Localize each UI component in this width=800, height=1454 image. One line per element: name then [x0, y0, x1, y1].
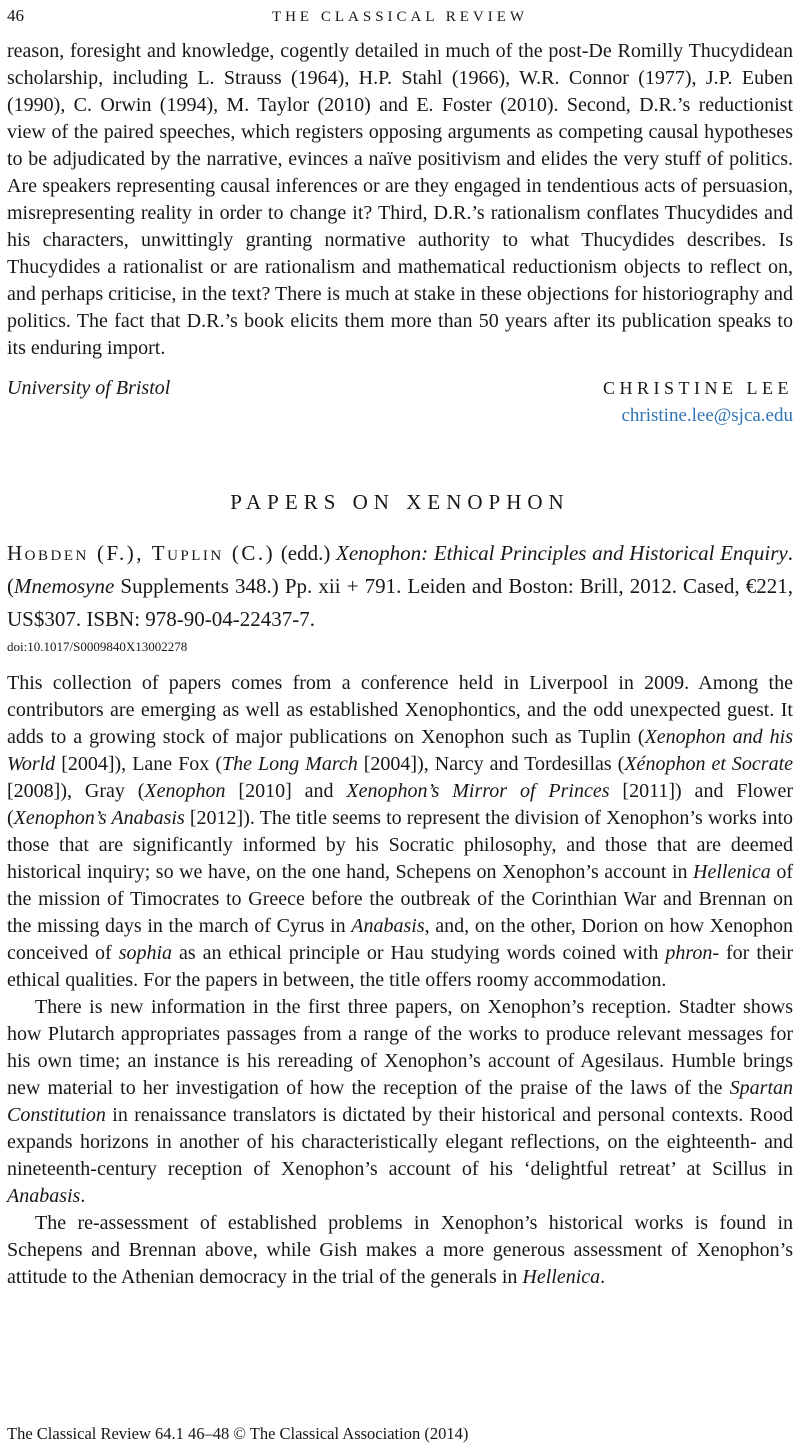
text-run: [2004]), Lane Fox (	[55, 753, 222, 775]
running-head	[7, 6, 793, 26]
text-run: [2011]) and Flower (	[7, 780, 793, 829]
reviewer-email-link[interactable]: christine.lee@sjca.edu	[621, 405, 793, 426]
smallcaps-run: Hobden (F.), Tuplin (C.)	[7, 541, 276, 565]
italic-run: The Long March	[222, 753, 358, 775]
bibliographic-entry	[7, 537, 793, 636]
italic-run: Xénophon et Socrate	[624, 753, 794, 775]
italic-run: Xenophon’s Anabasis	[13, 807, 185, 829]
italic-run: Anabasis	[351, 915, 425, 937]
italic-run: sophia	[118, 942, 173, 964]
text-run: for their ethical qualities. For the papers in between, the title offers roomy accommodation.	[7, 942, 793, 991]
review-closing-paragraph: reason, foresight and knowledge, cogently detailed in much of the post-De Romilly Thucydidean scholarship, including L. Strauss (1964), H.P. Stahl (1966), W.R. Connor (1977), J.P. Euben (1990), C. Orwin (1994), M. Taylor (2010) and E. Foster (2010). Second, D.R.’s reductionist view of the paired speeches, which registers opposing arguments as competing causal hypotheses to be adjudicated by the narrative, evinces a naïve positivism and elides the very stuff of politics. Are speakers representing causal inferences or are they engaged in tendentious acts of persuasion, misrepresenting reality in order to change it? Third, D.R.’s rationalism conflates Thucydides and his characters, unwittingly granting normative authority to what Thucydides describes. Is Thucydides a rationalist or are rationalism and mathematical reductionism objects to reflect on, and perhaps criticise, in the text? There is much at stake in these objections for historiography and politics. The fact that D.R.’s book elicits them more than 50 years after its publication speaks to its enduring import.	[7, 40, 793, 359]
article-title: PAPERS ON XENOPHON	[230, 490, 570, 514]
text-run: [2010] and	[225, 780, 347, 802]
page-number: 46	[7, 6, 24, 25]
text-run: , and, on the other, Dorion on how Xenophon conceived of	[7, 915, 793, 964]
italic-run: phron-	[665, 942, 720, 964]
article-paragraph-1	[7, 670, 793, 994]
text-run: (edd.)	[275, 541, 337, 565]
italic-run: Hellenica	[522, 1266, 601, 1288]
text-run: There is new information in the first three papers, on Xenophon’s reception. Stadter shows how Plutarch appropriates passages from a range of the works to produce relevant messages for his own time; an instance is his rereading of Xenophon’s account of Agesilaus. Humble brings new material to her investigation of how the reception of the praise of the laws of the	[7, 996, 793, 1099]
review-conclusion-section	[7, 38, 793, 430]
italic-run: Xenophon’s Mirror of Princes	[346, 780, 610, 802]
article-paragraph-2	[7, 994, 793, 1210]
text-run: This collection of papers comes from a conference held in Liverpool in 2009. Among the contributors are emerging as well as established Xenophontics, and the odd unexpected guest. It adds to a growing stock of major publications on Xenophon such as Tuplin (	[7, 672, 793, 748]
reviewer-affiliation: University of Bristol	[7, 377, 171, 399]
text-run: [2012]). The title seems to represent the division of Xenophon’s works into those that are significantly informed by his Socratic philosophy, and those that are deemed historical inquiry; so we have, on the one hand, Schepens on Xenophon’s account in	[7, 807, 794, 883]
page-footer: The Classical Review 64.1 46–48 © The Classical Association (2014)	[7, 1424, 469, 1443]
text-run: as an ethical principle or Hau studying words coined with	[172, 942, 666, 964]
text-run: [2004]), Narcy and Tordesillas (	[357, 753, 625, 775]
italic-run: Xenophon: Ethical Principles and Historical Enquiry	[336, 541, 788, 565]
italic-run: Hellenica	[693, 861, 771, 883]
text-run: of the mission of Timocrates to Greece before the outbreak of the Corinthian War and Brennan on the missing days in the march of Cyrus in	[7, 861, 793, 937]
italic-run: Spartan Constitution	[7, 1077, 793, 1126]
journal-running-title: THE CLASSICAL REVIEW	[271, 9, 529, 25]
signature-block	[7, 375, 793, 402]
italic-run: Xenophon	[144, 780, 226, 802]
italic-run: Mnemosyne	[14, 574, 115, 598]
text-run: .	[80, 1185, 86, 1207]
text-run: The re-assessment of established problems in Xenophon’s historical works is found in Schepens and Brennan above, while Gish makes a more generous assessment of Xenophon’s attitude to the Athenian democracy in the trial of the generals in	[7, 1212, 793, 1288]
italic-run: Anabasis	[7, 1185, 81, 1207]
reviewer-email-row	[7, 402, 793, 430]
doi-line: doi:10.1017/S0009840X13002278	[7, 639, 188, 654]
article-paragraph-3	[7, 1210, 793, 1291]
review-article-section	[7, 490, 793, 1291]
text-run: . (	[7, 541, 794, 598]
reviewer-name: CHRISTINE LEE	[603, 378, 793, 398]
text-run: [2008]), Gray (	[7, 780, 145, 802]
text-run: Supplements 348.) Pp. xii + 791. Leiden and Boston: Brill, 2012. Cased, €221, US$307. ISBN: 978-90-04-22437-7.	[7, 574, 793, 631]
text-run: in renaissance translators is dictated by their historical and personal contexts. Rood expands horizons in another of his characteristically elegant reflections, on the eighteenth- and nineteenth-century reception of Xenophon’s account of his ‘delightful retreat’ at Scillus in	[7, 1104, 793, 1180]
italic-run: Xenophon and his World	[7, 726, 793, 775]
text-run: .	[600, 1266, 606, 1288]
